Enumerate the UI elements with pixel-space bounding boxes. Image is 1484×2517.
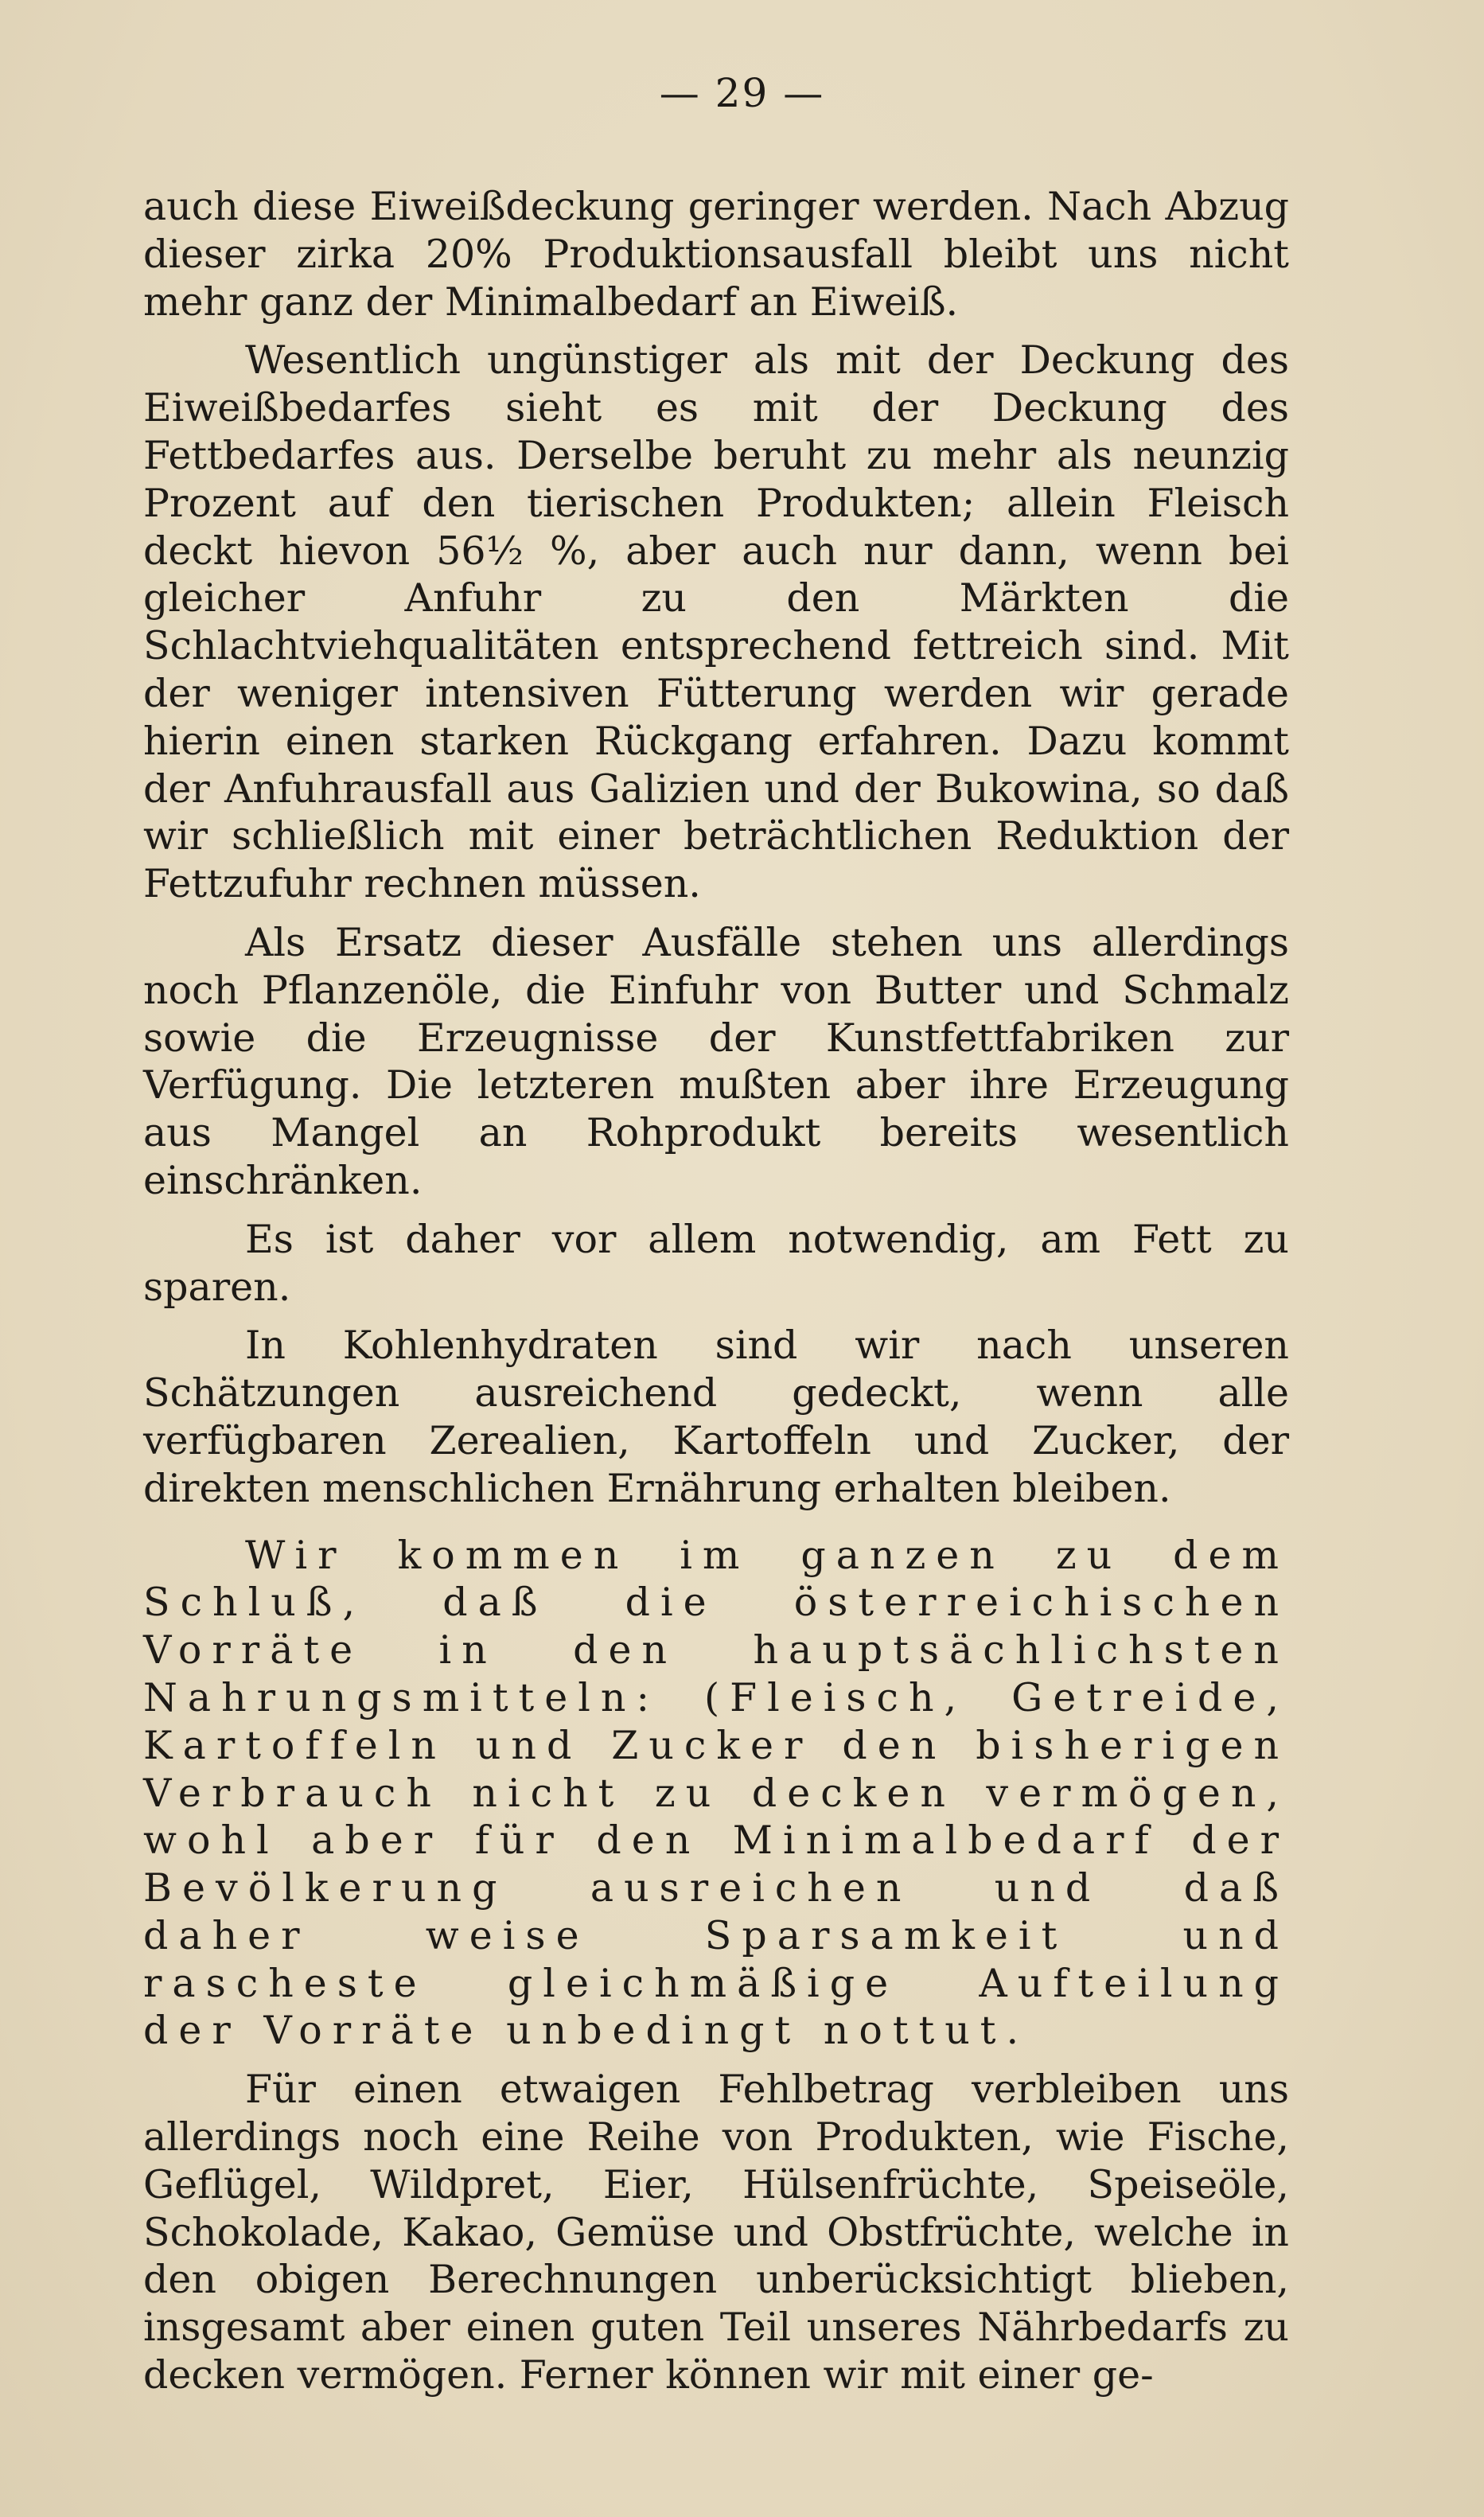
paragraph-4: Es ist daher vor allem notwendig, am Fett zu sparen. bbox=[143, 1216, 1289, 1310]
paragraph-2: Wesentlich ungünstiger als mit der Deckung des Eiweißbedarfes sieht es mit der Deckung des Fettbedarfes aus. Derselbe beruht zu mehr als neunzig Prozent auf den tierischen Produkten; allein Fleisch deckt hievon 56½ %, aber auch nur dann, wenn bei gleicher Anfuhr zu den Märkten die Schlachtviehqualitäten entsprechend fettreich sind. Mit der weniger intensiven Fütterung werden wir gerade hierin einen starken Rückgang erfahren. Dazu kommt der Anfuhrausfall aus Galizien und der Bukowina, so daß wir schließlich mit einer beträchtlichen Reduktion der Fettzufuhr rechnen müssen. bbox=[143, 337, 1289, 907]
paragraph-1: auch diese Eiweißdeckung geringer werden. Nach Abzug dieser zirka 20% Produktionsausfall bleibt uns nicht mehr ganz der Minimalbedarf an Eiweiß. bbox=[143, 184, 1289, 325]
paragraph-6-emphasized: Wir kommen im ganzen zu dem Schluß, daß die österreichischen Vorräte in den hauptsächlichsten Nahrungsmitteln: (Fleisch, Getreide, Kartoffeln und Zucker den bisherigen Verbrauch nicht zu decken vermögen, wohl aber für den Minimalbedarf der Bevölkerung ausreichen und daß daher weise Sparsamkeit und rascheste gleichmäßige Aufteilung der Vorräte unbedingt nottut. bbox=[143, 1532, 1289, 2054]
page-number: — 29 — bbox=[659, 70, 825, 116]
body-text bbox=[143, 183, 1289, 2399]
paragraph-5: In Kohlenhydraten sind wir nach unseren Schätzungen ausreichend gedeckt, wenn alle verfügbaren Zerealien, Kartoffeln und Zucker, der direkten menschlichen Ernährung erhalten bleiben. bbox=[143, 1323, 1289, 1511]
paragraph-7: Für einen etwaigen Fehlbetrag verbleiben uns allerdings noch eine Reihe von Produkten, wie Fische, Geflügel, Wildpret, Eier, Hülsenfrüchte, Speiseöle, Schokolade, Kakao, Gemüse und Obstfrüchte, welche in den obigen Berechnungen unberücksichtigt blieben, insgesamt aber einen guten Teil unseres Nährbedarfs zu decken vermögen. Ferner können wir mit einer ge- bbox=[143, 2067, 1289, 2398]
paragraph-3: Als Ersatz dieser Ausfälle stehen uns allerdings noch Pflanzenöle, die Einfuhr von Butter und Schmalz sowie die Erzeugnisse der Kunstfettfabriken zur Verfügung. Die letzteren mußten aber ihre Erzeugung aus Mangel an Rohprodukt bereits wesentlich einschränken. bbox=[143, 919, 1289, 1203]
